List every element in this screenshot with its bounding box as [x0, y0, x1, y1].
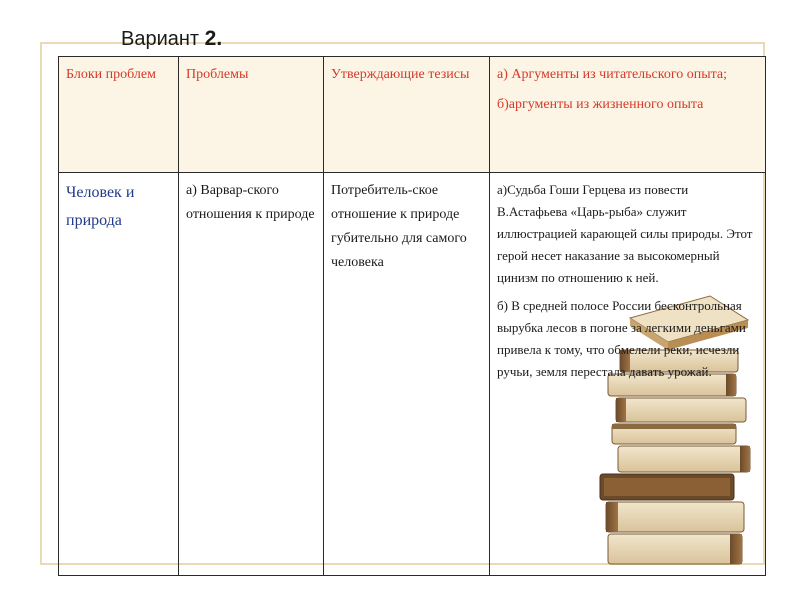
- header-cell-theses: [324, 57, 490, 173]
- title-number: 2.: [204, 27, 223, 50]
- header-cell-problems: [179, 57, 324, 173]
- table-row: [59, 173, 766, 576]
- cell-problem: [179, 173, 324, 576]
- header-arguments-reader-label: а) Аргументы из читательского опыта;: [497, 67, 728, 82]
- header-cell-blocks: [59, 57, 179, 173]
- header-blocks-label: Блоки проблем: [66, 67, 156, 82]
- argument-life-text: б) В средней полосе России бесконтрольная вырубка лесов в погоне за легкими деньгами привела к тому, что обмелели реки, исчезли ручьи, земля перестала давать урожай.: [497, 298, 746, 379]
- slide-title: [121, 27, 222, 51]
- header-theses-label: Утверждающие тезисы: [331, 67, 470, 82]
- thesis-text: Потребитель-ское отношение к природе губительно для самого человека: [331, 183, 467, 270]
- header-cell-arguments: [490, 57, 766, 173]
- cell-thesis: [324, 173, 490, 576]
- problem-text: а) Варвар-ского отношения к природе: [186, 183, 315, 222]
- header-problems-label: Проблемы: [186, 67, 249, 82]
- header-arguments-life-label: б)аргументы из жизненного опыта: [497, 97, 704, 112]
- cell-block: [59, 173, 179, 576]
- block-name: Человек и природа: [66, 184, 135, 229]
- argument-reader-text: а)Судьба Гоши Герцева из повести В.Астафьева «Царь-рыба» служит иллюстрацией карающей силы природы. Этот герой несет наказание за высокомерный цинизм по отношению к ней.: [497, 182, 753, 285]
- arguments-table: [58, 56, 766, 576]
- title-prefix: Вариант: [121, 28, 200, 50]
- table-header-row: [59, 57, 766, 173]
- cell-arguments: [490, 173, 766, 576]
